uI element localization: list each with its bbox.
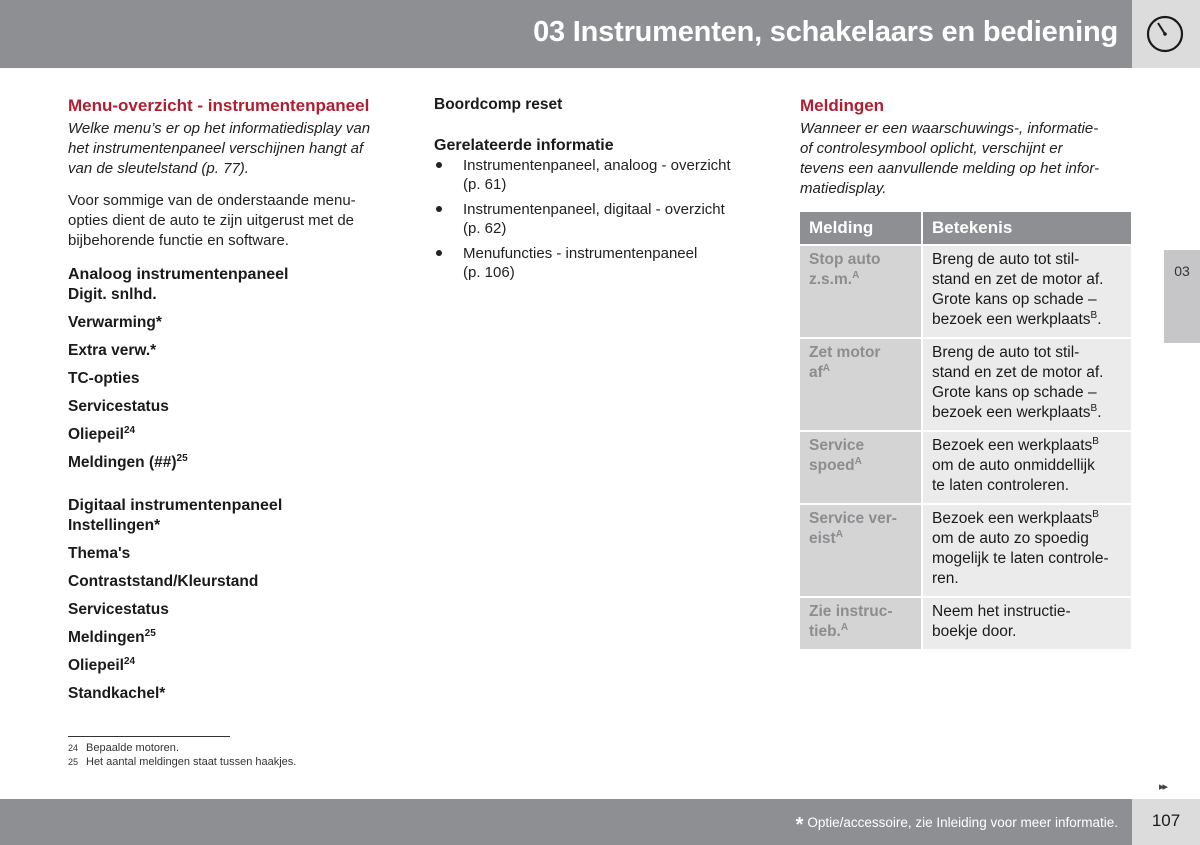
betekenis-cell: Breng de auto tot stil- stand en zet de motor af. Grote kans op schade – bezoek een werkplaats$^B$. — [923, 337, 1131, 430]
section-heading-messages: Meldingen — [800, 96, 885, 115]
page-header — [0, 0, 1200, 68]
analog-panel-heading: Analoog instrumentenpaneel — [68, 266, 289, 283]
footnote-ref: 25 — [144, 628, 156, 639]
menu-item: Thema's — [68, 545, 131, 562]
footnote-divider — [68, 736, 230, 737]
side-tab-label: 03 — [1174, 263, 1190, 279]
column-messages — [800, 95, 1131, 199]
related-links-list — [434, 156, 764, 282]
bullet-icon — [436, 250, 442, 256]
digital-panel-heading: Digitaal instrumentenpaneel — [68, 497, 283, 514]
asterisk-icon: * — [795, 814, 804, 836]
menu-item: TC-opties — [68, 370, 140, 387]
footer-note: * Optie/accessoire, zie Inleiding voor meer informatie. — [795, 814, 1118, 836]
menu-item: Servicestatus — [68, 601, 169, 618]
menu-item: Extra verw.* — [68, 342, 157, 359]
table-row — [800, 503, 1131, 596]
menu-item: Meldingen (##)$^{25}$ — [68, 453, 188, 471]
menu-item: Oliepeil$^{24}$ — [68, 425, 136, 443]
betekenis-cell: Bezoek een werkplaats$^B$ om de auto zo spoedig mogelijk te laten controle- ren. — [923, 503, 1131, 596]
footnote: 25 Het aantal meldingen staat tussen haakjes. — [68, 756, 297, 768]
double-arrow-right-icon: ▸▸ — [1159, 781, 1167, 793]
related-info-heading: Gerelateerde informatie — [434, 137, 614, 154]
table-row — [800, 596, 1131, 649]
footnote: 24 Bepaalde motoren. — [68, 742, 179, 754]
bullet-icon — [436, 206, 442, 212]
footnote-ref: 25 — [176, 453, 188, 464]
speedometer-icon — [1145, 14, 1185, 54]
column-menu-overview — [68, 95, 400, 704]
related-link[interactable]: Instrumentenpaneel, analoog - overzicht (p. 61) — [434, 156, 764, 194]
menu-item: Oliepeil$^{24}$ — [68, 656, 136, 674]
chapter-icon-box — [1132, 0, 1200, 68]
body-paragraph: Voor sommige van de onderstaande menu- opties dient de auto te zijn uitgerust met de bijbehorende functie en software. — [68, 192, 356, 249]
melding-cell: Zet motor $af^A$ — [800, 337, 923, 430]
column-header-betekenis: Betekenis — [923, 212, 1131, 244]
menu-item: Boordcomp reset — [434, 96, 563, 113]
table-row — [800, 337, 1131, 430]
menu-item: Contraststand/Kleurstand — [68, 573, 259, 590]
intro-text: Welke menu’s er op het informatiedisplay van het instrumentenpaneel verschijnen hangt af van de sleutelstand (p. 77). — [68, 120, 371, 177]
page-number: 107 — [1151, 811, 1181, 830]
melding-cell: Service ver- eist$^A$ — [800, 503, 923, 596]
betekenis-cell: Breng de auto tot stil- stand en zet de motor af. Grote kans op schade – bezoek een werkplaats$^B$. — [923, 244, 1131, 337]
footnote-ref: 24 — [124, 425, 136, 436]
intro-text: Wanneer er een waarschuwings-, informatie- of controlesymbool oplicht, verschijnt er tevens een aanvullende melding op het infor- matiedisplay. — [800, 120, 1100, 197]
table-row — [800, 430, 1131, 503]
table-row — [800, 244, 1131, 337]
chapter-title: 03 Instrumenten, schakelaars en bediening — [533, 16, 1118, 48]
menu-item: Servicestatus — [68, 398, 169, 415]
melding-cell: Zie instruc- tieb.$^A$ — [800, 596, 923, 649]
melding-cell: Service spoed$^A$ — [800, 430, 923, 503]
menu-item: Standkachel* — [68, 685, 166, 702]
footnote-ref: 24 — [124, 656, 136, 667]
betekenis-cell: Neem het instructie- boekje door. — [923, 596, 1131, 649]
chapter-side-tab[interactable] — [1164, 250, 1200, 343]
section-heading-menu-overview: Menu-overzicht - instrumentenpaneel — [68, 96, 370, 115]
melding-cell: Stop auto z.s.m.$^A$ — [800, 244, 923, 337]
related-link[interactable]: Menufuncties - instrumentenpaneel (p. 106) — [434, 244, 764, 282]
menu-item: Digit. snlhd. — [68, 286, 157, 303]
menu-item: Instellingen* — [68, 517, 161, 534]
footnotes — [68, 741, 296, 769]
column-related — [434, 95, 764, 288]
column-header-melding: Melding — [800, 212, 923, 244]
menu-item: Meldingen$^{25}$ — [68, 628, 156, 646]
bullet-icon — [436, 162, 442, 168]
messages-table — [800, 212, 1131, 649]
betekenis-cell: Bezoek een werkplaats$^B$ om de auto onmiddellijk te laten controleren. — [923, 430, 1131, 503]
related-link[interactable]: Instrumentenpaneel, digitaal - overzicht (p. 62) — [434, 200, 764, 238]
page-footer — [0, 799, 1132, 845]
page-number-box — [1132, 799, 1200, 845]
table-header-row — [800, 212, 1131, 244]
menu-item: Verwarming* — [68, 314, 162, 331]
